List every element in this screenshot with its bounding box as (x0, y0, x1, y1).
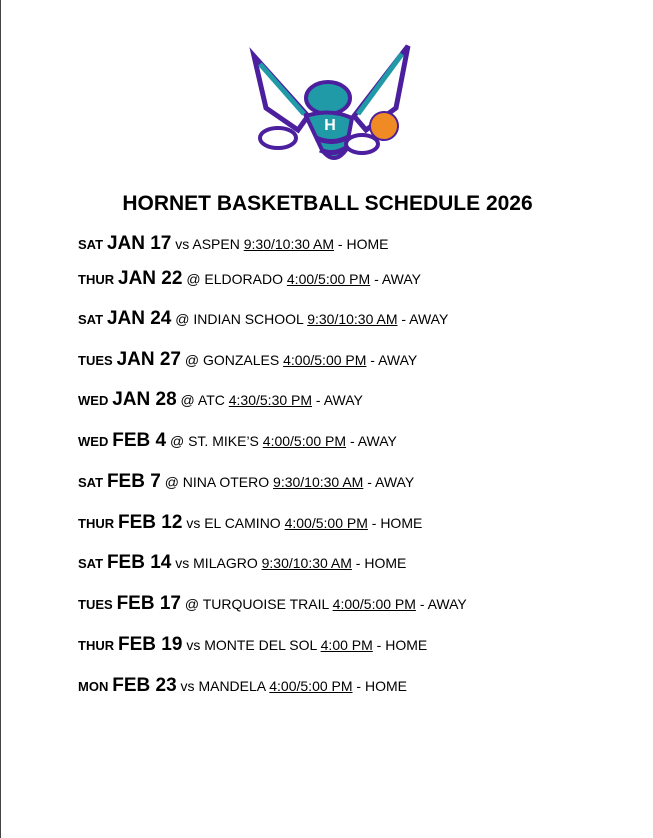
game-site: - AWAY (401, 311, 449, 327)
game-site: - AWAY (349, 433, 397, 449)
game-site: - AWAY (315, 392, 363, 408)
game-site: - HOME (376, 637, 428, 653)
game-location-type: @ (186, 271, 201, 287)
game-location-type: @ (175, 311, 190, 327)
game-day: SAT (78, 237, 104, 252)
game-site: - AWAY (370, 352, 418, 368)
game-time: 4:00/5:00 PM (284, 515, 368, 531)
game-opponent: ST. MIKE’S (188, 433, 259, 449)
game-day: SAT (78, 475, 104, 490)
game-opponent: NINA OTERO (182, 474, 270, 490)
game-day: SAT (78, 556, 104, 571)
game-opponent: MONTE DEL SOL (204, 637, 317, 653)
game-site: - HOME (356, 678, 407, 694)
game-day: WED (78, 393, 109, 408)
game-site: - HOME (355, 555, 407, 571)
game-day: TUES (78, 597, 113, 612)
game-day: MON (78, 679, 109, 694)
game-location-type: vs (175, 236, 190, 252)
game-time: 4:00 PM (320, 637, 373, 653)
game-time: 4:00/5:00 PM (332, 596, 416, 612)
game-date: FEB 12 (118, 512, 183, 533)
game-site: - AWAY (419, 596, 467, 612)
game-location-type: vs (186, 515, 201, 531)
game-day: THUR (78, 638, 115, 653)
game-day: TUES (78, 353, 113, 368)
game-location-type: vs (186, 637, 201, 653)
game-site: - HOME (371, 515, 423, 531)
game-day: THUR (78, 516, 115, 531)
game-date: FEB 7 (106, 471, 161, 492)
game-time: 9:30/10:30 AM (273, 474, 364, 490)
schedule-row (78, 233, 388, 255)
schedule-row (78, 389, 363, 411)
game-date: FEB 17 (116, 593, 181, 614)
game-date: FEB 19 (118, 634, 183, 655)
game-time: 4:00/5:00 PM (286, 271, 371, 287)
game-location-type: vs (175, 555, 190, 571)
game-opponent: MANDELA (198, 678, 266, 694)
game-date: JAN 28 (112, 389, 177, 410)
game-location-type: @ (184, 596, 200, 612)
game-date: FEB 14 (106, 552, 172, 573)
schedule-row (78, 675, 407, 697)
game-time: 4:00/5:00 PM (283, 352, 367, 368)
game-time: 4:30/5:30 PM (228, 392, 313, 408)
game-time: 9:30/10:30 AM (243, 236, 335, 252)
game-location-type: @ (180, 392, 195, 408)
schedule-row (78, 308, 448, 330)
game-day: THUR (78, 272, 115, 287)
game-opponent: GONZALES (202, 352, 280, 368)
schedule-row (78, 634, 427, 656)
game-location-type: @ (169, 433, 185, 449)
game-time: 4:00/5:00 PM (262, 433, 347, 449)
game-date: JAN 22 (118, 268, 183, 289)
schedule-row (78, 552, 406, 574)
page-title: HORNET BASKETBALL SCHEDULE 2026 (122, 192, 533, 215)
game-location-type: vs (180, 678, 195, 694)
game-opponent: ELDORADO (204, 271, 283, 287)
schedule-row (78, 349, 417, 371)
game-date: FEB 23 (112, 675, 177, 696)
game-time: 9:30/10:30 AM (261, 555, 352, 571)
game-site: - AWAY (374, 271, 421, 287)
schedule-row (78, 512, 422, 534)
game-date: FEB 4 (112, 430, 167, 451)
game-day: SAT (78, 312, 104, 327)
game-opponent: TURQUOISE TRAIL (202, 596, 329, 612)
schedule-row (78, 430, 397, 452)
game-site: - HOME (337, 236, 389, 252)
game-opponent: MILAGRO (193, 555, 258, 571)
game-date: JAN 17 (106, 233, 172, 254)
game-date: JAN 27 (116, 349, 181, 370)
game-time: 9:30/10:30 AM (307, 311, 398, 327)
game-opponent: EL CAMINO (204, 515, 285, 531)
game-day: WED (78, 434, 109, 449)
game-opponent: ASPEN (192, 236, 240, 252)
svg-text:H: H (324, 117, 336, 134)
game-date: JAN 24 (106, 308, 172, 329)
game-time: 4:00/5:00 PM (269, 678, 353, 694)
game-location-type: @ (164, 474, 179, 490)
game-location-type: @ (184, 352, 200, 368)
schedule-row (78, 471, 414, 493)
schedule-row (78, 268, 421, 290)
schedule-row (78, 593, 467, 615)
hornet-logo (246, 38, 416, 168)
game-opponent: INDIAN SCHOOL (193, 311, 304, 327)
game-opponent: ATC (197, 392, 225, 408)
game-site: - AWAY (367, 474, 415, 490)
